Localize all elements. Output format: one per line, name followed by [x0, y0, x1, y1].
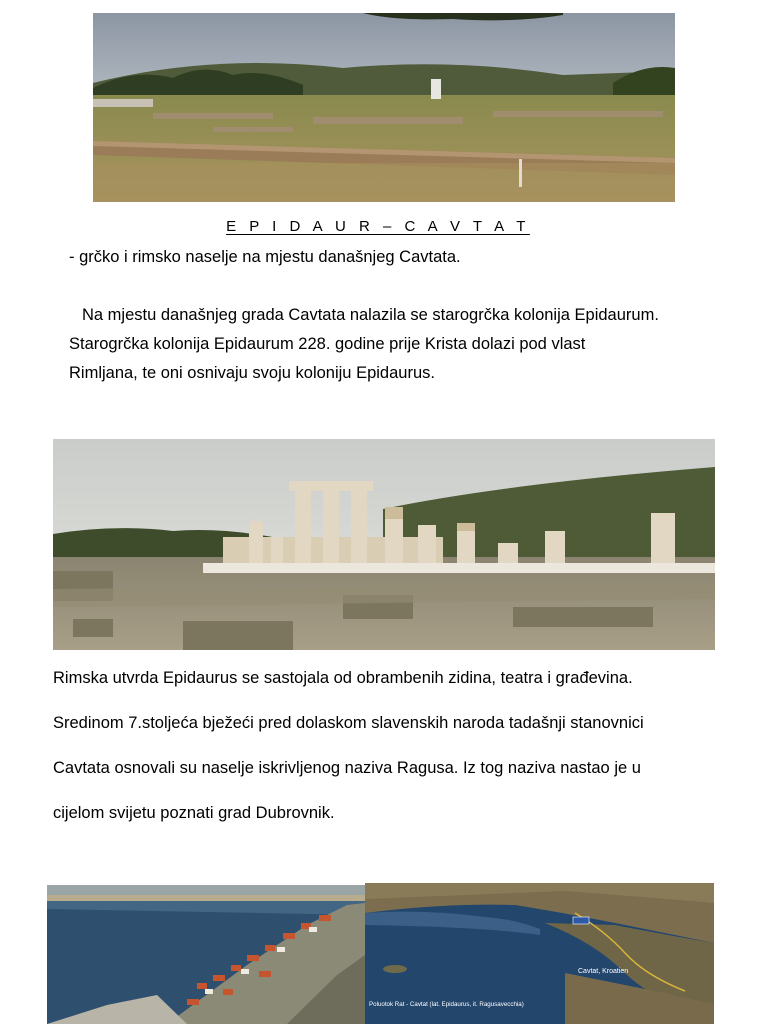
paragraph2-line-4: cijelom svijetu poznati grad Dubrovnik. — [53, 804, 335, 822]
paragraph1-line-1: Na mjestu današnjeg grada Cavtata nalazila se starogrčka kolonija Epidaurum. — [82, 306, 659, 324]
map-town-label: Cavtat, Kroatien — [578, 968, 629, 975]
paragraph1-line-3: Rimljana, te oni osnivaju svoju koloniju Epidaurus. — [69, 364, 435, 382]
paragraph2-line-2: Sredinom 7.stoljeća bježeći pred dolaskom slavenskih naroda tadašnji stanovnici — [53, 714, 644, 732]
map-caption-label: Poluotok Rat - Cavtat (lat. Epidaurus, it. Ragusavecchia) — [369, 1001, 524, 1008]
subtitle-line: - grčko i rimsko naselje na mjestu današnjeg Cavtata. — [69, 248, 461, 266]
coastal-town-photo — [47, 885, 365, 1024]
paragraph1-line-2: Starogrčka kolonija Epidaurum 228. godine prije Krista dolazi pod vlast — [69, 335, 586, 353]
aerial-map — [365, 883, 714, 1024]
ruins-field-photo — [93, 13, 675, 202]
temple-columns-photo — [53, 439, 715, 650]
paragraph2-line-3: Cavtata osnovali su naselje iskrivljenog naziva Ragusa. Iz tog naziva nastao je u — [53, 759, 641, 777]
page-title: E P I D A U R – C A V T A T — [226, 218, 530, 235]
paragraph2-line-1: Rimska utvrda Epidaurus se sastojala od obrambenih zidina, teatra i građevina. — [53, 669, 633, 687]
